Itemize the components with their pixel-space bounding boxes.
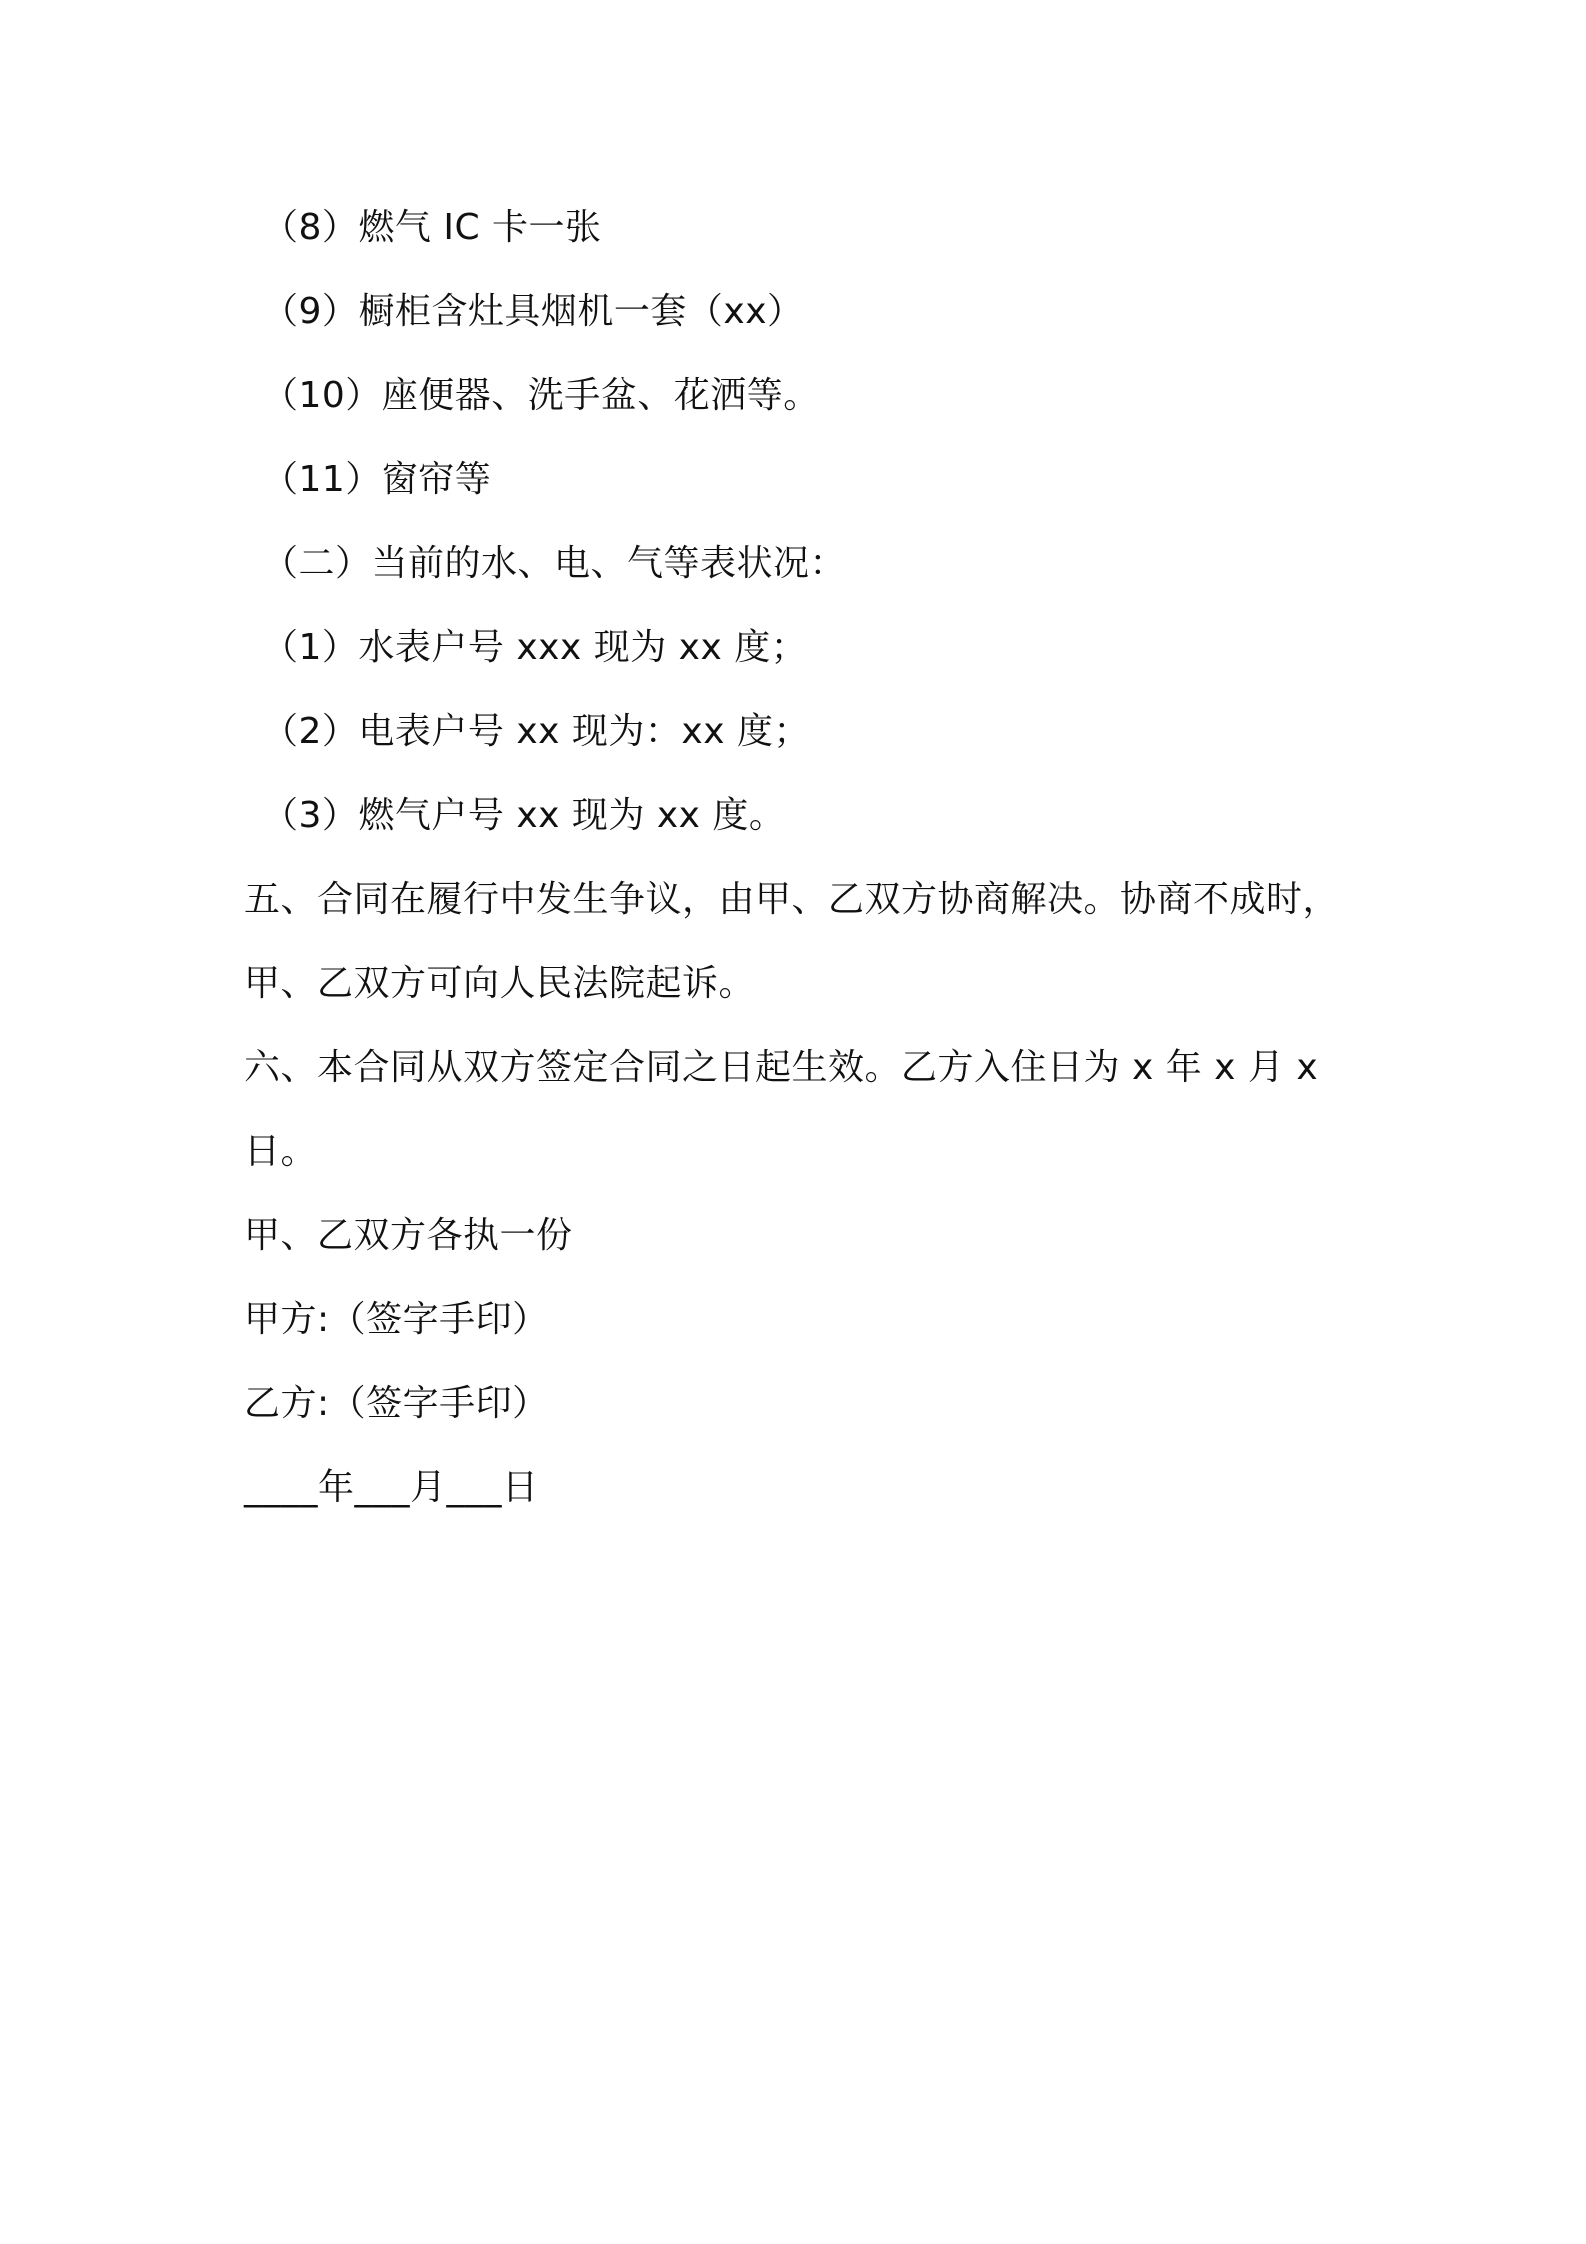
clause-six-line-1: 六、本合同从双方签定合同之日起生效。乙方入住日为 x 年 x 月 x — [244, 1047, 1319, 1088]
party-a-signature: 甲方:（签字手印） — [244, 1299, 549, 1340]
copies-statement: 甲、乙双方各执一份 — [244, 1215, 573, 1256]
item-cabinet-stove-hood: （9）橱柜含灶具烟机一套（xx） — [262, 291, 804, 332]
signing-date: ____年___月___日 — [244, 1467, 539, 1508]
item-curtains: （11）窗帘等 — [262, 459, 492, 500]
clause-five-line-1: 五、合同在履行中发生争议，由甲、乙双方协商解决。协商不成时， — [244, 879, 1340, 920]
clause-six-line-2: 日。 — [244, 1131, 318, 1172]
item-water-meter: （1）水表户号 xxx 现为 xx 度； — [262, 627, 808, 668]
section-meter-status-heading: （二）当前的水、电、气等表状况： — [262, 543, 847, 584]
item-gas-ic-card: （8）燃气 IC 卡一张 — [262, 207, 602, 248]
item-gas-meter: （3）燃气户号 xx 现为 xx 度。 — [262, 795, 786, 836]
party-b-signature: 乙方:（签字手印） — [244, 1383, 549, 1424]
clause-five-line-2: 甲、乙双方可向人民法院起诉。 — [244, 963, 756, 1004]
item-electric-meter: （2）电表户号 xx 现为：xx 度； — [262, 711, 810, 752]
item-toilet-basin-shower: （10）座便器、洗手盆、花洒等。 — [262, 375, 820, 416]
